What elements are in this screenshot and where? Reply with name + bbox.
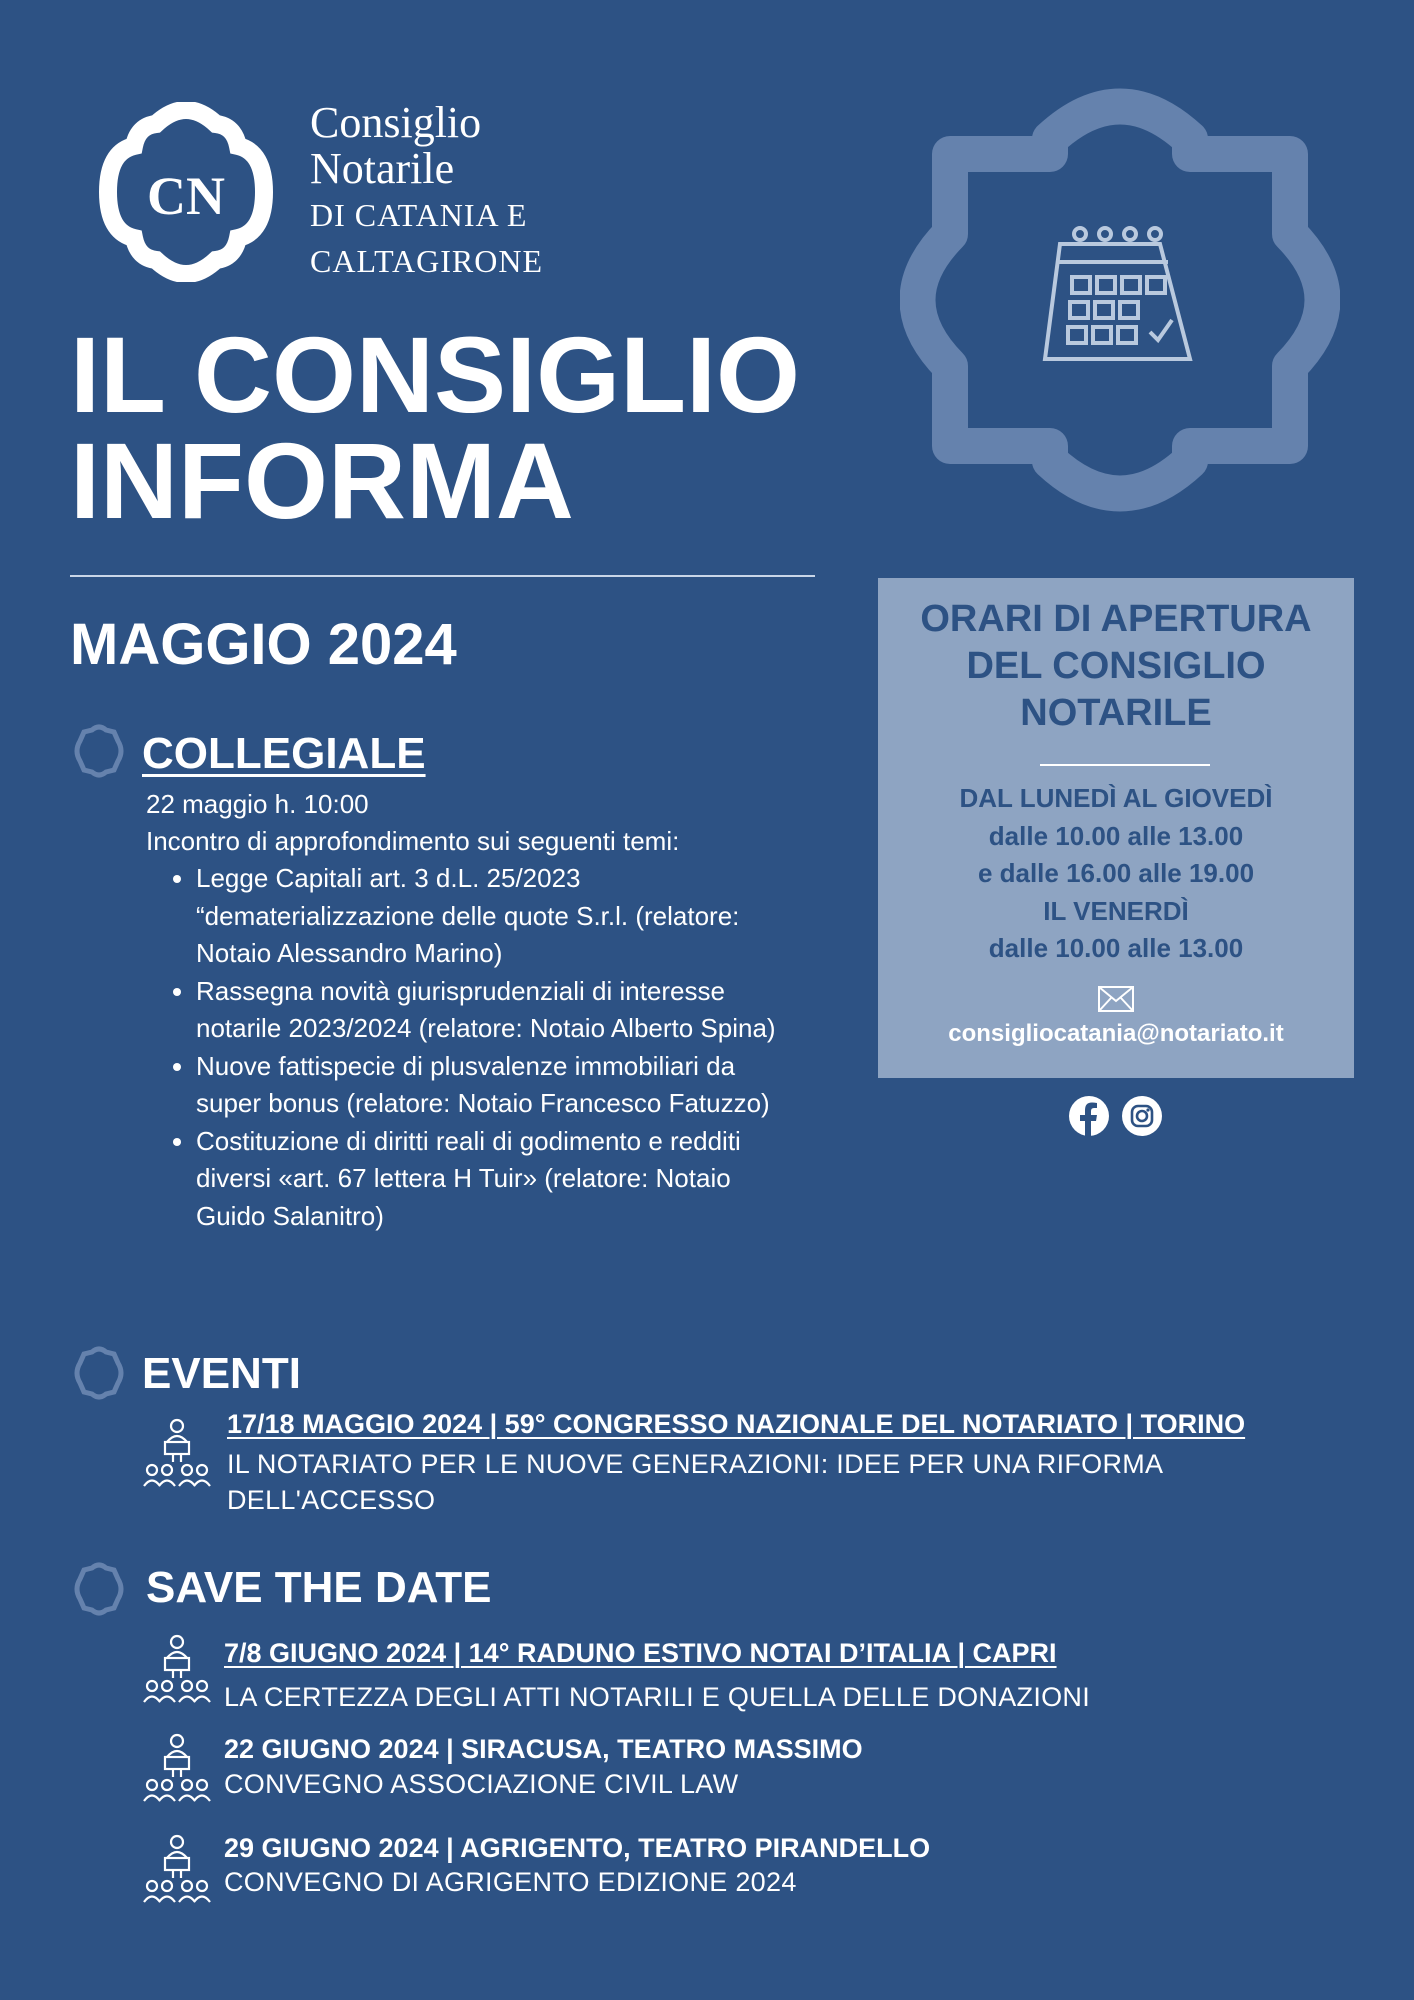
decorative-quatrefoil-icon xyxy=(900,84,1340,516)
save-date-title: 7/8 GIUGNO 2024 | 14° RADUNO ESTIVO NOTAI D’ITALIA | CAPRI xyxy=(224,1638,1057,1668)
event-subtitle-line-1: IL NOTARIATO PER LE NUOVE GENERAZIONI: IDEE PER UNA RIFORMA xyxy=(227,1449,1164,1479)
title-line-1: IL CONSIGLIO xyxy=(70,314,801,435)
mail-icon xyxy=(1098,986,1134,1012)
event-title: 17/18 MAGGIO 2024 | 59° CONGRESSO NAZIONALE DEL NOTARIATO | TORINO xyxy=(227,1409,1246,1439)
conference-audience-icon xyxy=(140,1634,214,1710)
save-date-title: 29 GIUGNO 2024 | AGRIGENTO, TEATRO PIRANDELLO xyxy=(224,1833,931,1863)
hours-line: dalle 10.00 alle 13.00 xyxy=(988,933,1244,963)
quatrefoil-bullet-icon xyxy=(72,724,126,778)
hours-line: dalle 10.00 alle 13.00 xyxy=(988,820,1244,851)
quatrefoil-bullet-icon xyxy=(72,1562,126,1616)
section-heading-save-the-date: SAVE THE DATE xyxy=(146,1563,492,1612)
hours-title-line-3: NOTARILE xyxy=(1020,692,1212,734)
page-title xyxy=(70,314,801,541)
hours-title xyxy=(878,596,1354,737)
conference-audience-icon xyxy=(140,1418,214,1494)
facebook-icon[interactable] xyxy=(1069,1096,1109,1136)
instagram-icon[interactable] xyxy=(1122,1096,1162,1136)
collegiale-body xyxy=(146,786,796,1235)
opening-hours-box xyxy=(878,578,1354,1078)
logo-line-3: DI CATANIA E xyxy=(310,197,528,233)
hours-line: IL VENERDÌ xyxy=(1043,895,1189,926)
save-date-title: 22 GIUGNO 2024 | SIRACUSA, TEATRO MASSIMO xyxy=(224,1734,863,1764)
title-line-2: INFORMA xyxy=(70,420,574,541)
logo-wordmark xyxy=(310,100,543,284)
hours-divider xyxy=(1040,764,1210,766)
list-item: • Nuove fattispecie di plusvalenze immobiliari da super bonus (relatore: Notaio Francesco Fatuzzo) xyxy=(196,1048,796,1123)
event-subtitle-line-2: DELL'ACCESSO xyxy=(227,1485,436,1515)
event-subtitle xyxy=(227,1446,1163,1518)
quatrefoil-bullet-icon xyxy=(72,1346,126,1400)
hours-line: e dalle 16.00 alle 19.00 xyxy=(977,858,1255,888)
calendar-icon xyxy=(1045,228,1190,359)
logo-line-2: Notarile xyxy=(310,144,455,193)
logo-line-4: CALTAGIRONE xyxy=(310,243,544,279)
logo-monogram: CN xyxy=(147,166,225,226)
logo-line-1: Consiglio xyxy=(310,98,482,147)
save-date-subtitle: CONVEGNO DI AGRIGENTO EDIZIONE 2024 xyxy=(224,1867,797,1897)
list-item: • Costituzione di diritti reali di godimento e redditi diversi «art. 67 lettera H Tuir» (relatore: Notaio Guido Salanitro) xyxy=(196,1123,796,1236)
section-heading-eventi: EVENTI xyxy=(142,1349,301,1398)
collegiale-intro: Incontro di approfondimento sui seguenti temi: xyxy=(146,826,680,856)
save-date-subtitle: CONVEGNO ASSOCIAZIONE CIVIL LAW xyxy=(224,1769,739,1799)
list-item: • Rassegna novità giurisprudenziali di interesse notarile 2023/2024 (relatore: Notaio Alberto Spina) xyxy=(196,973,796,1048)
hours-schedule xyxy=(878,780,1354,968)
hours-title-line-1: ORARI DI APERTURA xyxy=(920,598,1312,640)
title-divider xyxy=(70,575,815,577)
save-date-subtitle: LA CERTEZZA DEGLI ATTI NOTARILI E QUELLA DELLE DONAZIONI xyxy=(224,1682,1091,1712)
hours-title-line-2: DEL CONSIGLIO xyxy=(966,645,1266,687)
conference-audience-icon xyxy=(140,1834,214,1910)
section-heading-collegiale: COLLEGIALE xyxy=(142,729,426,778)
email-link[interactable]: consigliocatania@notariato.it xyxy=(948,1020,1284,1047)
month-heading: MAGGIO 2024 xyxy=(70,612,457,677)
hours-line: DAL LUNEDÌ AL GIOVEDÌ xyxy=(959,783,1273,813)
collegiale-date: 22 maggio h. 10:00 xyxy=(146,789,369,819)
list-item: • Legge Capitali art. 3 d.L. 25/2023 “dematerializzazione delle quote S.r.l. (relatore: Notaio Alessandro Marino) xyxy=(196,860,796,973)
council-logo-icon xyxy=(94,102,278,282)
conference-audience-icon xyxy=(140,1733,214,1809)
topic-list xyxy=(146,860,796,1235)
